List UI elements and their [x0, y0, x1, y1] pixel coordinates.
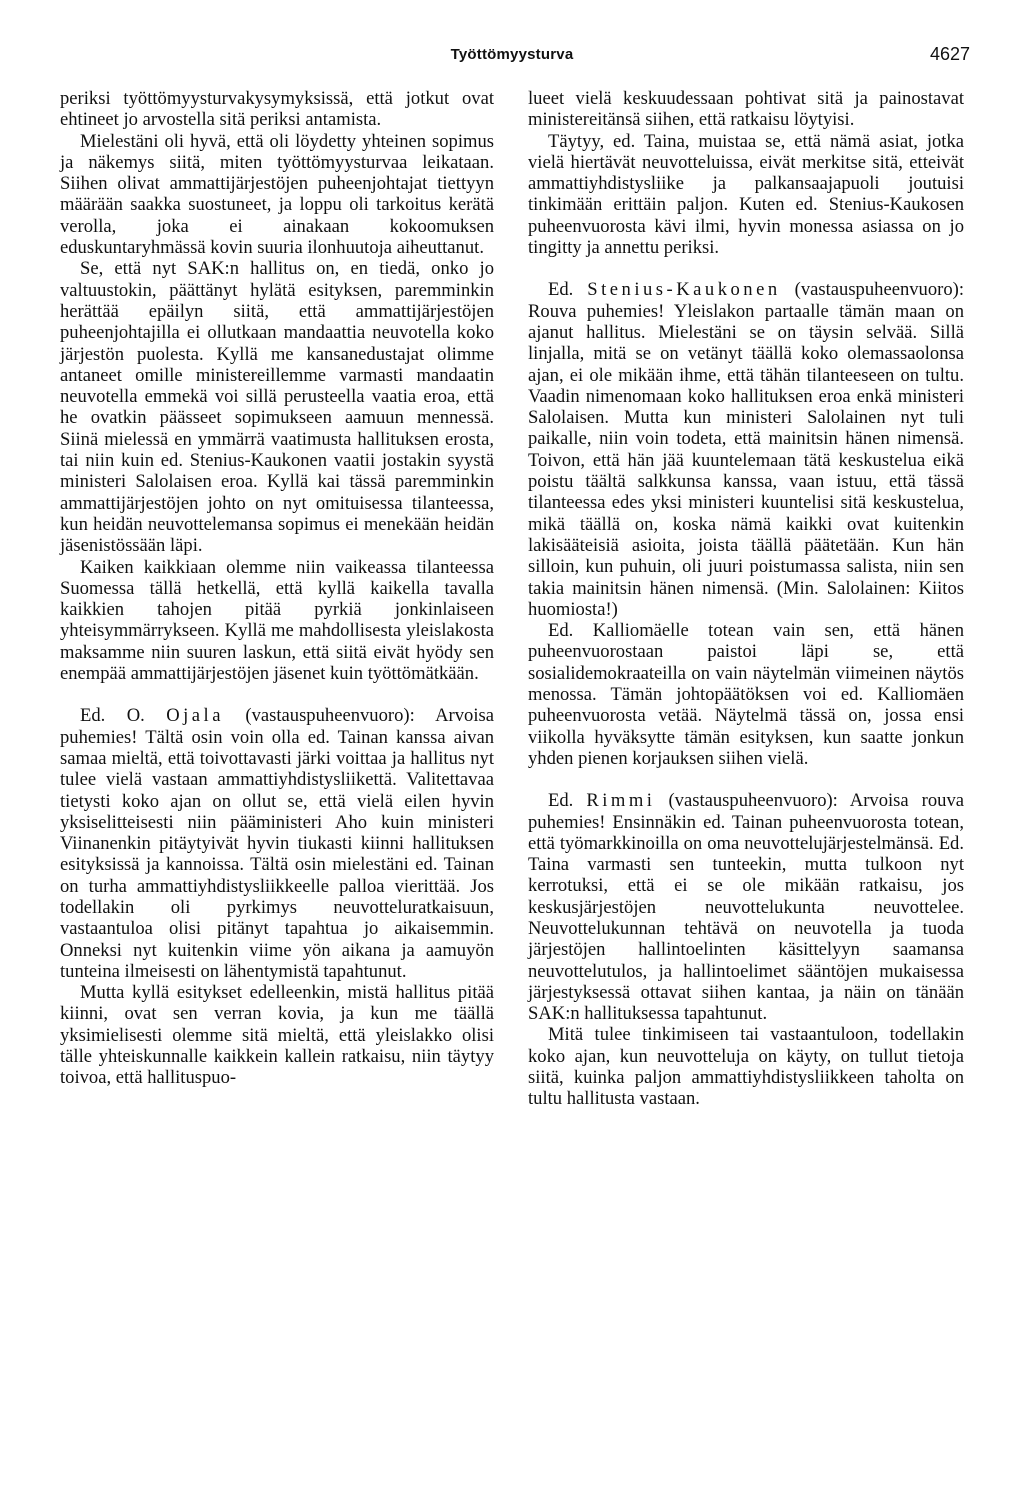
paragraph: Kaiken kaikkiaan olemme niin vaikeassa tilanteessa Suomessa tällä hetkellä, että kyllä kaikella tavalla kaikkien tahojen pitää pyrkiä jonkinlaiseen yhteisymmärrykseen. Kyllä me mahdollisesta yleislakosta maksamme niin suuren laskun, että siitä eivät hyödy sen enempää ammattijärjestöjen jäsenet kuin työttömätkään. — [60, 556, 494, 685]
speech-paragraph — [528, 279, 964, 620]
speech-prefix: Ed. O. — [80, 705, 145, 727]
page-number: 4627 — [929, 44, 970, 64]
speaker-name: Ojala — [166, 705, 224, 727]
left-column — [60, 88, 494, 1089]
speech-prefix: Ed. — [548, 790, 574, 812]
right-column — [528, 88, 964, 1110]
speaker-name: Rimmi — [586, 790, 656, 812]
speaker-name: Stenius-Kaukonen — [587, 279, 781, 301]
speech-paragraph — [60, 705, 494, 982]
paragraph: periksi työttömyysturvakysymyksissä, että jotkut ovat ehtineet jo arvostella sitä periksi antamista. — [60, 88, 494, 131]
paragraph: Ed. Kalliomäelle totean vain sen, että hänen puheenvuorostaan paistoi läpi se, että sosialidemokraateilla on vain näytelmän viimeinen näytös menossa. Tämän johtopäätöksen voi ed. Kalliomäen puheenvuorosta vetää. Näytelmä tässä on, jossa ensi viikolla hyväksytte tämän esityksen, kun saatte jonkun yhden pienen korjauksen siihen vielä. — [528, 620, 964, 769]
page-header-title: Työttömyysturva — [450, 46, 574, 63]
paragraph: Täytyy, ed. Taina, muistaa se, että nämä asiat, jotka vielä hiertävät neuvotteluissa, eivät merkitse sitä, etteivät ammattiyhdistysliike ja palkansaajapuoli joutuisi tinkimään erittäin paljon. Kuten ed. Stenius-Kaukosen puheenvuorosta kävi ilmi, hyvin monessa asiassa on jo tingitty ja annettu periksi. — [528, 130, 964, 259]
paragraph: Mielestäni oli hyvä, että oli löydetty yhteinen sopimus ja näkemys siitä, miten työttömyysturvaa leikataan. Siihen olivat ammattijärjestöjen puheenjohtajat tiettyyn määrään saakka suostuneet, ja loppu oli tarkoitus kerätä verolla, joka ei ainakaan kokoomuksen eduskuntaryhmässä kovin suuria ilonhuutoja aiheuttanut. — [60, 130, 494, 259]
paragraph: Se, että nyt SAK:n hallitus on, en tiedä, onko jo valtuustokin, päättänyt hylätä esityksen, paremminkin herättää epäilyn siitä, että ammattijärjestöjen puheenjohtajilla ei ollutkaan mandaattia neuvotella koko järjestön puolesta. Kyllä me kansanedustajat olimme antaneet omille ministereillemme varmasti mandaatin neuvotella emmekä voi sillä perusteella vaatia eroa, että he ovatkin päässeet sopimukseen aamuun mennessä. Siinä mielessä en ymmärrä vaatimusta hallituksen erosta, tai niin kuin ed. Stenius-Kaukonen vaatii jostakin syystä ministeri Salolaisen eroa. Kyllä kai tässä paremminkin ammattijärjestöjen johto on nyt omituisessa tilanteessa, kun heidän neuvottelemansa sopimus ei menekään heidän jäsenistössään läpi. — [60, 258, 494, 557]
speech-prefix: Ed. — [548, 279, 574, 301]
paragraph: Mitä tulee tinkimiseen tai vastaantuloon, todellakin koko ajan, kun neuvotteluja on käyty, on tullut tietoja siitä, kuinka paljon ammattiyhdistysliikkeen taholta on tultu hallitusta vastaan. — [528, 1024, 964, 1110]
paragraph: Mutta kyllä esitykset edelleenkin, mistä hallitus pitää kiinni, ovat sen verran kovia, ja kun me täällä yksimielisesti olemme sitä mieltä, että yleislakko olisi tälle yhteiskunnalle kaikkein kallein ratkaisu, niin täytyy toivoa, että hallituspuo- — [60, 982, 494, 1089]
speech-paragraph — [528, 790, 964, 1024]
speech-text: (vastauspuheenvuoro): Arvoisa puhemies! Tältä osin voin olla ed. Tainan kanssa aivan samaa mieltä, että toivottavasti järki voittaa ja hallitus nyt tulee vielä vastaan ammattiyhdistysliikettä. Valitettavaa tietysti koko ajan on ollut se, että vielä eilen hyvin yksiselitteisesti niin pääministeri Aho kuin ministeri Viinanenkin pitäytyivät hyvin tiukasti kiinni hallituksen esityksissä ja kannoissa. Tältä osin mielestäni ed. Tainan on turha ammattiyhdistysliikkeelle palloa vierittää. Jos todellakin oli pyrkimys neuvotteluratkaisuun, vastaantuloa olisi pitänyt tapahtua jo aikaisemmin. Onneksi nyt kuitenkin viime yön aikana ja aamuyön tunteina ilmeisesti on lähentymistä tapahtunut. — [60, 705, 494, 982]
paragraph: lueet vielä keskuudessaan pohtivat sitä ja painostavat ministereitänsä siihen, että ratkaisu löytyisi. — [528, 88, 964, 131]
speech-text: (vastauspuheenvuoro): Arvoisa rouva puhemies! Ensinnäkin ed. Tainan puheenvuorosta totean, että työmarkkinoilla on oma neuvottelujärjestelmänsä. Ed. Taina varmasti sen tunteekin, mutta tulkoon nyt kerrotuksi, että ei se ole mikään ratkaisu, jos keskusjärjestöjen neuvottelukunta neuvottelee. Neuvottelukunnan tehtävä on neuvotella ja tuoda järjestöjen hallintoelinten käsittelyyn saamansa neuvottelutulos, ja hallintoelimet sääntöjen mukaisessa järjestyksessä ottavat siihen kantaa, ja näin on tänään SAK:n hallituksessa tapahtunut. — [528, 790, 964, 1025]
speech-text: (vastauspuheenvuoro): Rouva puhemies! Yleislakon partaalle tämän maan on ajanut hallitus. Mielestäni se on täysin selvää. Sillä linjalla, mitä se on vetänyt täällä koko olemassaolonsa ajan, ei ole mikään ihme, että tähän tilanteeseen on tultu. Vaadin nimenomaan koko hallituksen eroa enkä ministeri Salolaisen. Mutta kun ministeri Salolainen nyt tuli paikalle, niin voin todeta, että mainitsin hänen nimensä. Toivon, että hän jää kuuntelemaan tätä keskustelua eikä poistu täältä salkkunsa kanssa, vaan istuu, että tässä tilanteessa edes yksi ministeri kuuntelisi sitä keskustelua, mikä täällä on, koska nämä kaikki ovat kuitenkin lakisääteisiä asioita, joista täällä päätetään. Kun hän silloin, kun puhuin, oli juuri poistumassa salista, niin sen takia mainitsin hänen nimensä. (Min. Salolainen: Kiitos huomiosta!) — [528, 279, 964, 620]
